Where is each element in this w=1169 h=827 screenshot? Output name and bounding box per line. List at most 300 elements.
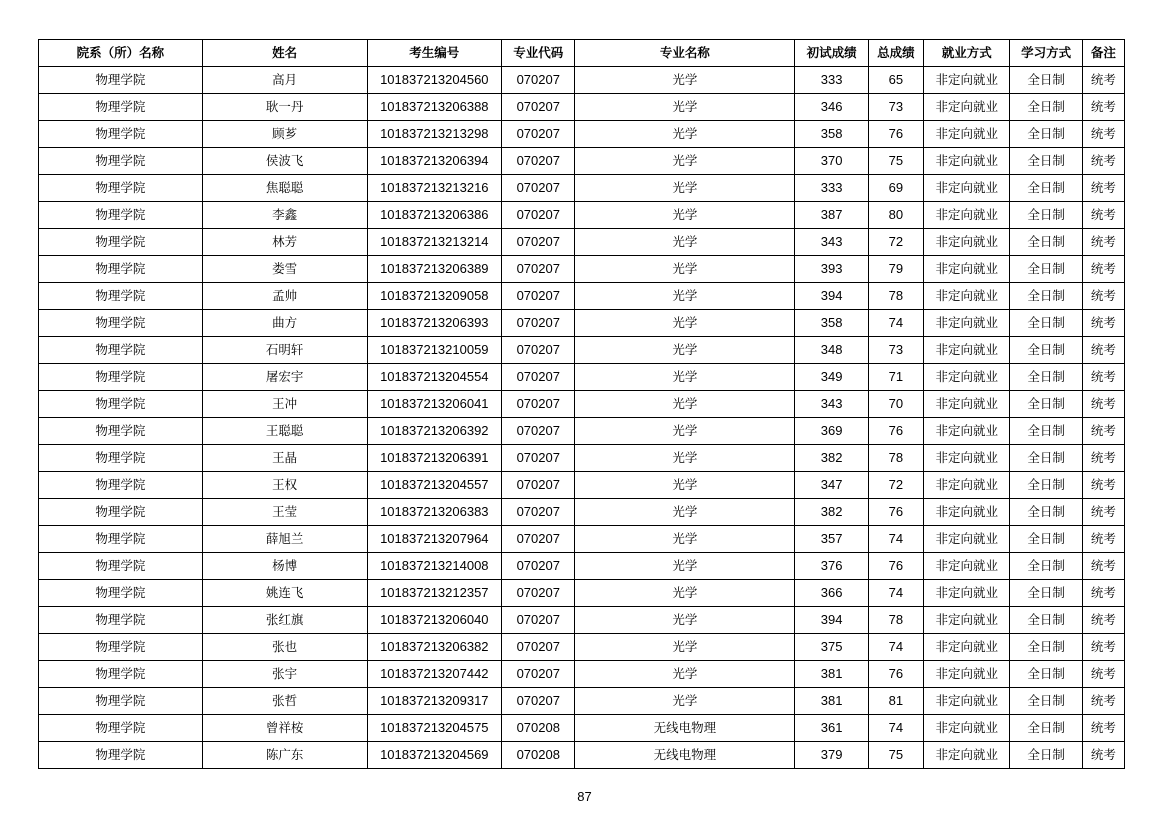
table-row (39, 283, 1125, 310)
major-code-cell: 070207 (502, 67, 575, 94)
department-cell: 物理学院 (39, 472, 203, 499)
remarks-cell: 统考 (1082, 526, 1124, 553)
department-cell: 物理学院 (39, 121, 203, 148)
candidate-id-cell: 101837213204554 (367, 364, 502, 391)
remarks-cell: 统考 (1082, 661, 1124, 688)
major-name-cell: 光学 (575, 364, 795, 391)
prelim-score-cell: 369 (795, 418, 868, 445)
department-cell: 物理学院 (39, 391, 203, 418)
prelim-score-cell: 343 (795, 229, 868, 256)
department-cell: 物理学院 (39, 715, 203, 742)
candidate-id-cell: 101837213206392 (367, 418, 502, 445)
table-row (39, 364, 1125, 391)
table-row (39, 391, 1125, 418)
employment-type-cell: 非定向就业 (924, 310, 1010, 337)
candidate-id-cell: 101837213206386 (367, 202, 502, 229)
major-name-cell: 光学 (575, 94, 795, 121)
table-row (39, 310, 1125, 337)
employment-type-cell: 非定向就业 (924, 607, 1010, 634)
candidate-id-cell: 101837213210059 (367, 337, 502, 364)
candidate-id-cell: 101837213206382 (367, 634, 502, 661)
total-score-cell: 71 (868, 364, 923, 391)
study-mode-cell: 全日制 (1010, 310, 1082, 337)
employment-type-cell: 非定向就业 (924, 715, 1010, 742)
table-row (39, 418, 1125, 445)
name-cell: 王冲 (202, 391, 367, 418)
remarks-cell: 统考 (1082, 67, 1124, 94)
major-code-cell: 070207 (502, 580, 575, 607)
department-cell: 物理学院 (39, 607, 203, 634)
total-score-cell: 72 (868, 229, 923, 256)
major-name-cell: 光学 (575, 283, 795, 310)
candidate-id-cell: 101837213212357 (367, 580, 502, 607)
study-mode-cell: 全日制 (1010, 94, 1082, 121)
name-cell: 张哲 (202, 688, 367, 715)
major-name-cell: 光学 (575, 202, 795, 229)
name-cell: 侯波飞 (202, 148, 367, 175)
prelim-score-cell: 375 (795, 634, 868, 661)
name-cell: 娄雪 (202, 256, 367, 283)
name-cell: 张也 (202, 634, 367, 661)
department-cell: 物理学院 (39, 499, 203, 526)
prelim-score-cell: 381 (795, 688, 868, 715)
employment-type-cell: 非定向就业 (924, 202, 1010, 229)
employment-type-cell: 非定向就业 (924, 553, 1010, 580)
candidate-id-cell: 101837213213216 (367, 175, 502, 202)
name-cell: 张红旗 (202, 607, 367, 634)
remarks-cell: 统考 (1082, 202, 1124, 229)
major-code-cell: 070207 (502, 364, 575, 391)
employment-type-cell: 非定向就业 (924, 175, 1010, 202)
major-name-cell: 光学 (575, 472, 795, 499)
table-row (39, 67, 1125, 94)
major-code-cell: 070207 (502, 661, 575, 688)
header-cell-study-mode: 学习方式 (1010, 40, 1082, 67)
candidate-id-cell: 101837213206391 (367, 445, 502, 472)
name-cell: 顾芗 (202, 121, 367, 148)
total-score-cell: 78 (868, 445, 923, 472)
remarks-cell: 统考 (1082, 688, 1124, 715)
study-mode-cell: 全日制 (1010, 445, 1082, 472)
total-score-cell: 70 (868, 391, 923, 418)
employment-type-cell: 非定向就业 (924, 526, 1010, 553)
major-code-cell: 070207 (502, 553, 575, 580)
header-cell-employment-type: 就业方式 (924, 40, 1010, 67)
major-code-cell: 070207 (502, 148, 575, 175)
major-name-cell: 光学 (575, 175, 795, 202)
name-cell: 林芳 (202, 229, 367, 256)
prelim-score-cell: 357 (795, 526, 868, 553)
prelim-score-cell: 343 (795, 391, 868, 418)
prelim-score-cell: 366 (795, 580, 868, 607)
candidate-id-cell: 101837213206040 (367, 607, 502, 634)
major-name-cell: 光学 (575, 499, 795, 526)
prelim-score-cell: 349 (795, 364, 868, 391)
major-name-cell: 光学 (575, 661, 795, 688)
major-name-cell: 光学 (575, 310, 795, 337)
remarks-cell: 统考 (1082, 148, 1124, 175)
table-row (39, 580, 1125, 607)
remarks-cell: 统考 (1082, 715, 1124, 742)
department-cell: 物理学院 (39, 418, 203, 445)
table-row (39, 526, 1125, 553)
remarks-cell: 统考 (1082, 580, 1124, 607)
employment-type-cell: 非定向就业 (924, 229, 1010, 256)
table-row (39, 229, 1125, 256)
employment-type-cell: 非定向就业 (924, 67, 1010, 94)
major-name-cell: 光学 (575, 580, 795, 607)
employment-type-cell: 非定向就业 (924, 445, 1010, 472)
total-score-cell: 76 (868, 553, 923, 580)
table-row (39, 472, 1125, 499)
table-row (39, 634, 1125, 661)
major-code-cell: 070208 (502, 742, 575, 769)
major-name-cell: 光学 (575, 445, 795, 472)
study-mode-cell: 全日制 (1010, 256, 1082, 283)
remarks-cell: 统考 (1082, 256, 1124, 283)
prelim-score-cell: 394 (795, 607, 868, 634)
name-cell: 李鑫 (202, 202, 367, 229)
candidate-id-cell: 101837213204560 (367, 67, 502, 94)
department-cell: 物理学院 (39, 337, 203, 364)
major-code-cell: 070207 (502, 445, 575, 472)
candidate-id-cell: 101837213206383 (367, 499, 502, 526)
total-score-cell: 76 (868, 499, 923, 526)
table-row (39, 499, 1125, 526)
candidate-id-cell: 101837213214008 (367, 553, 502, 580)
header-cell-candidate-id: 考生编号 (367, 40, 502, 67)
prelim-score-cell: 358 (795, 121, 868, 148)
employment-type-cell: 非定向就业 (924, 256, 1010, 283)
prelim-score-cell: 333 (795, 175, 868, 202)
table-row (39, 715, 1125, 742)
remarks-cell: 统考 (1082, 553, 1124, 580)
major-code-cell: 070207 (502, 121, 575, 148)
employment-type-cell: 非定向就业 (924, 742, 1010, 769)
major-code-cell: 070207 (502, 526, 575, 553)
major-name-cell: 光学 (575, 229, 795, 256)
employment-type-cell: 非定向就业 (924, 661, 1010, 688)
prelim-score-cell: 393 (795, 256, 868, 283)
table-row (39, 661, 1125, 688)
prelim-score-cell: 382 (795, 499, 868, 526)
remarks-cell: 统考 (1082, 94, 1124, 121)
total-score-cell: 69 (868, 175, 923, 202)
header-cell-remarks: 备注 (1082, 40, 1124, 67)
total-score-cell: 74 (868, 634, 923, 661)
candidate-id-cell: 101837213206389 (367, 256, 502, 283)
name-cell: 高月 (202, 67, 367, 94)
major-code-cell: 070208 (502, 715, 575, 742)
major-name-cell: 无线电物理 (575, 742, 795, 769)
employment-type-cell: 非定向就业 (924, 364, 1010, 391)
total-score-cell: 73 (868, 94, 923, 121)
employment-type-cell: 非定向就业 (924, 580, 1010, 607)
candidate-id-cell: 101837213207442 (367, 661, 502, 688)
table-row (39, 94, 1125, 121)
header-cell-department: 院系（所）名称 (39, 40, 203, 67)
study-mode-cell: 全日制 (1010, 688, 1082, 715)
major-code-cell: 070207 (502, 229, 575, 256)
remarks-cell: 统考 (1082, 499, 1124, 526)
total-score-cell: 78 (868, 607, 923, 634)
department-cell: 物理学院 (39, 634, 203, 661)
remarks-cell: 统考 (1082, 364, 1124, 391)
prelim-score-cell: 382 (795, 445, 868, 472)
study-mode-cell: 全日制 (1010, 148, 1082, 175)
name-cell: 焦聪聪 (202, 175, 367, 202)
department-cell: 物理学院 (39, 94, 203, 121)
major-name-cell: 光学 (575, 553, 795, 580)
header-cell-major-name: 专业名称 (575, 40, 795, 67)
table-row (39, 256, 1125, 283)
major-code-cell: 070207 (502, 688, 575, 715)
remarks-cell: 统考 (1082, 283, 1124, 310)
name-cell: 王晶 (202, 445, 367, 472)
admission-table (38, 39, 1125, 769)
prelim-score-cell: 394 (795, 283, 868, 310)
total-score-cell: 74 (868, 580, 923, 607)
study-mode-cell: 全日制 (1010, 580, 1082, 607)
major-name-cell: 光学 (575, 67, 795, 94)
name-cell: 曾祥桉 (202, 715, 367, 742)
prelim-score-cell: 358 (795, 310, 868, 337)
total-score-cell: 78 (868, 283, 923, 310)
employment-type-cell: 非定向就业 (924, 634, 1010, 661)
table-header (39, 40, 1125, 67)
study-mode-cell: 全日制 (1010, 121, 1082, 148)
study-mode-cell: 全日制 (1010, 715, 1082, 742)
major-code-cell: 070207 (502, 634, 575, 661)
remarks-cell: 统考 (1082, 229, 1124, 256)
employment-type-cell: 非定向就业 (924, 688, 1010, 715)
employment-type-cell: 非定向就业 (924, 418, 1010, 445)
total-score-cell: 75 (868, 742, 923, 769)
remarks-cell: 统考 (1082, 472, 1124, 499)
candidate-id-cell: 101837213213298 (367, 121, 502, 148)
major-code-cell: 070207 (502, 310, 575, 337)
department-cell: 物理学院 (39, 580, 203, 607)
total-score-cell: 75 (868, 148, 923, 175)
department-cell: 物理学院 (39, 310, 203, 337)
header-row (39, 40, 1125, 67)
table-row (39, 445, 1125, 472)
major-name-cell: 光学 (575, 391, 795, 418)
remarks-cell: 统考 (1082, 337, 1124, 364)
name-cell: 张宇 (202, 661, 367, 688)
department-cell: 物理学院 (39, 553, 203, 580)
study-mode-cell: 全日制 (1010, 472, 1082, 499)
study-mode-cell: 全日制 (1010, 634, 1082, 661)
table-row (39, 148, 1125, 175)
name-cell: 陈广东 (202, 742, 367, 769)
name-cell: 王聪聪 (202, 418, 367, 445)
major-code-cell: 070207 (502, 94, 575, 121)
name-cell: 耿一丹 (202, 94, 367, 121)
page-number: 87 (577, 789, 592, 804)
prelim-score-cell: 346 (795, 94, 868, 121)
candidate-id-cell: 101837213204557 (367, 472, 502, 499)
study-mode-cell: 全日制 (1010, 391, 1082, 418)
name-cell: 王权 (202, 472, 367, 499)
major-code-cell: 070207 (502, 418, 575, 445)
study-mode-cell: 全日制 (1010, 337, 1082, 364)
department-cell: 物理学院 (39, 256, 203, 283)
table-row (39, 688, 1125, 715)
total-score-cell: 76 (868, 418, 923, 445)
major-name-cell: 光学 (575, 337, 795, 364)
total-score-cell: 74 (868, 526, 923, 553)
total-score-cell: 81 (868, 688, 923, 715)
major-code-cell: 070207 (502, 202, 575, 229)
table-body (39, 67, 1125, 769)
department-cell: 物理学院 (39, 742, 203, 769)
total-score-cell: 65 (868, 67, 923, 94)
study-mode-cell: 全日制 (1010, 364, 1082, 391)
employment-type-cell: 非定向就业 (924, 472, 1010, 499)
study-mode-cell: 全日制 (1010, 607, 1082, 634)
total-score-cell: 74 (868, 715, 923, 742)
total-score-cell: 80 (868, 202, 923, 229)
candidate-id-cell: 101837213206393 (367, 310, 502, 337)
total-score-cell: 79 (868, 256, 923, 283)
employment-type-cell: 非定向就业 (924, 283, 1010, 310)
major-code-cell: 070207 (502, 607, 575, 634)
study-mode-cell: 全日制 (1010, 67, 1082, 94)
candidate-id-cell: 101837213206388 (367, 94, 502, 121)
candidate-id-cell: 101837213206394 (367, 148, 502, 175)
remarks-cell: 统考 (1082, 634, 1124, 661)
table-row (39, 553, 1125, 580)
table-row (39, 607, 1125, 634)
remarks-cell: 统考 (1082, 445, 1124, 472)
name-cell: 孟帅 (202, 283, 367, 310)
prelim-score-cell: 347 (795, 472, 868, 499)
prelim-score-cell: 370 (795, 148, 868, 175)
major-name-cell: 光学 (575, 418, 795, 445)
study-mode-cell: 全日制 (1010, 202, 1082, 229)
table-row (39, 337, 1125, 364)
candidate-id-cell: 101837213209058 (367, 283, 502, 310)
major-code-cell: 070207 (502, 391, 575, 418)
prelim-score-cell: 333 (795, 67, 868, 94)
name-cell: 薛旭兰 (202, 526, 367, 553)
total-score-cell: 76 (868, 121, 923, 148)
major-name-cell: 光学 (575, 607, 795, 634)
prelim-score-cell: 379 (795, 742, 868, 769)
prelim-score-cell: 387 (795, 202, 868, 229)
header-cell-major-code: 专业代码 (502, 40, 575, 67)
prelim-score-cell: 376 (795, 553, 868, 580)
candidate-id-cell: 101837213204575 (367, 715, 502, 742)
study-mode-cell: 全日制 (1010, 283, 1082, 310)
table-row (39, 202, 1125, 229)
department-cell: 物理学院 (39, 526, 203, 553)
department-cell: 物理学院 (39, 229, 203, 256)
header-cell-prelim-score: 初试成绩 (795, 40, 868, 67)
total-score-cell: 73 (868, 337, 923, 364)
total-score-cell: 74 (868, 310, 923, 337)
study-mode-cell: 全日制 (1010, 742, 1082, 769)
employment-type-cell: 非定向就业 (924, 121, 1010, 148)
study-mode-cell: 全日制 (1010, 553, 1082, 580)
department-cell: 物理学院 (39, 148, 203, 175)
department-cell: 物理学院 (39, 364, 203, 391)
prelim-score-cell: 381 (795, 661, 868, 688)
table-row (39, 742, 1125, 769)
candidate-id-cell: 101837213213214 (367, 229, 502, 256)
department-cell: 物理学院 (39, 661, 203, 688)
header-cell-name: 姓名 (202, 40, 367, 67)
major-code-cell: 070207 (502, 256, 575, 283)
prelim-score-cell: 361 (795, 715, 868, 742)
major-code-cell: 070207 (502, 175, 575, 202)
department-cell: 物理学院 (39, 175, 203, 202)
employment-type-cell: 非定向就业 (924, 499, 1010, 526)
candidate-id-cell: 101837213207964 (367, 526, 502, 553)
major-name-cell: 无线电物理 (575, 715, 795, 742)
major-name-cell: 光学 (575, 148, 795, 175)
employment-type-cell: 非定向就业 (924, 94, 1010, 121)
study-mode-cell: 全日制 (1010, 229, 1082, 256)
major-name-cell: 光学 (575, 526, 795, 553)
remarks-cell: 统考 (1082, 607, 1124, 634)
candidate-id-cell: 101837213204569 (367, 742, 502, 769)
table-row (39, 175, 1125, 202)
remarks-cell: 统考 (1082, 391, 1124, 418)
department-cell: 物理学院 (39, 445, 203, 472)
department-cell: 物理学院 (39, 202, 203, 229)
employment-type-cell: 非定向就业 (924, 391, 1010, 418)
major-code-cell: 070207 (502, 499, 575, 526)
employment-type-cell: 非定向就业 (924, 337, 1010, 364)
candidate-id-cell: 101837213209317 (367, 688, 502, 715)
remarks-cell: 统考 (1082, 418, 1124, 445)
study-mode-cell: 全日制 (1010, 175, 1082, 202)
study-mode-cell: 全日制 (1010, 526, 1082, 553)
total-score-cell: 76 (868, 661, 923, 688)
department-cell: 物理学院 (39, 283, 203, 310)
study-mode-cell: 全日制 (1010, 499, 1082, 526)
remarks-cell: 统考 (1082, 121, 1124, 148)
study-mode-cell: 全日制 (1010, 661, 1082, 688)
remarks-cell: 统考 (1082, 310, 1124, 337)
major-code-cell: 070207 (502, 283, 575, 310)
major-name-cell: 光学 (575, 688, 795, 715)
prelim-score-cell: 348 (795, 337, 868, 364)
major-name-cell: 光学 (575, 634, 795, 661)
major-name-cell: 光学 (575, 121, 795, 148)
name-cell: 石明轩 (202, 337, 367, 364)
employment-type-cell: 非定向就业 (924, 148, 1010, 175)
header-cell-total-score: 总成绩 (868, 40, 923, 67)
name-cell: 杨博 (202, 553, 367, 580)
department-cell: 物理学院 (39, 67, 203, 94)
name-cell: 王莹 (202, 499, 367, 526)
candidate-id-cell: 101837213206041 (367, 391, 502, 418)
department-cell: 物理学院 (39, 688, 203, 715)
name-cell: 姚连飞 (202, 580, 367, 607)
name-cell: 曲方 (202, 310, 367, 337)
major-name-cell: 光学 (575, 256, 795, 283)
table-row (39, 121, 1125, 148)
name-cell: 屠宏宇 (202, 364, 367, 391)
study-mode-cell: 全日制 (1010, 418, 1082, 445)
major-code-cell: 070207 (502, 472, 575, 499)
remarks-cell: 统考 (1082, 742, 1124, 769)
major-code-cell: 070207 (502, 337, 575, 364)
total-score-cell: 72 (868, 472, 923, 499)
